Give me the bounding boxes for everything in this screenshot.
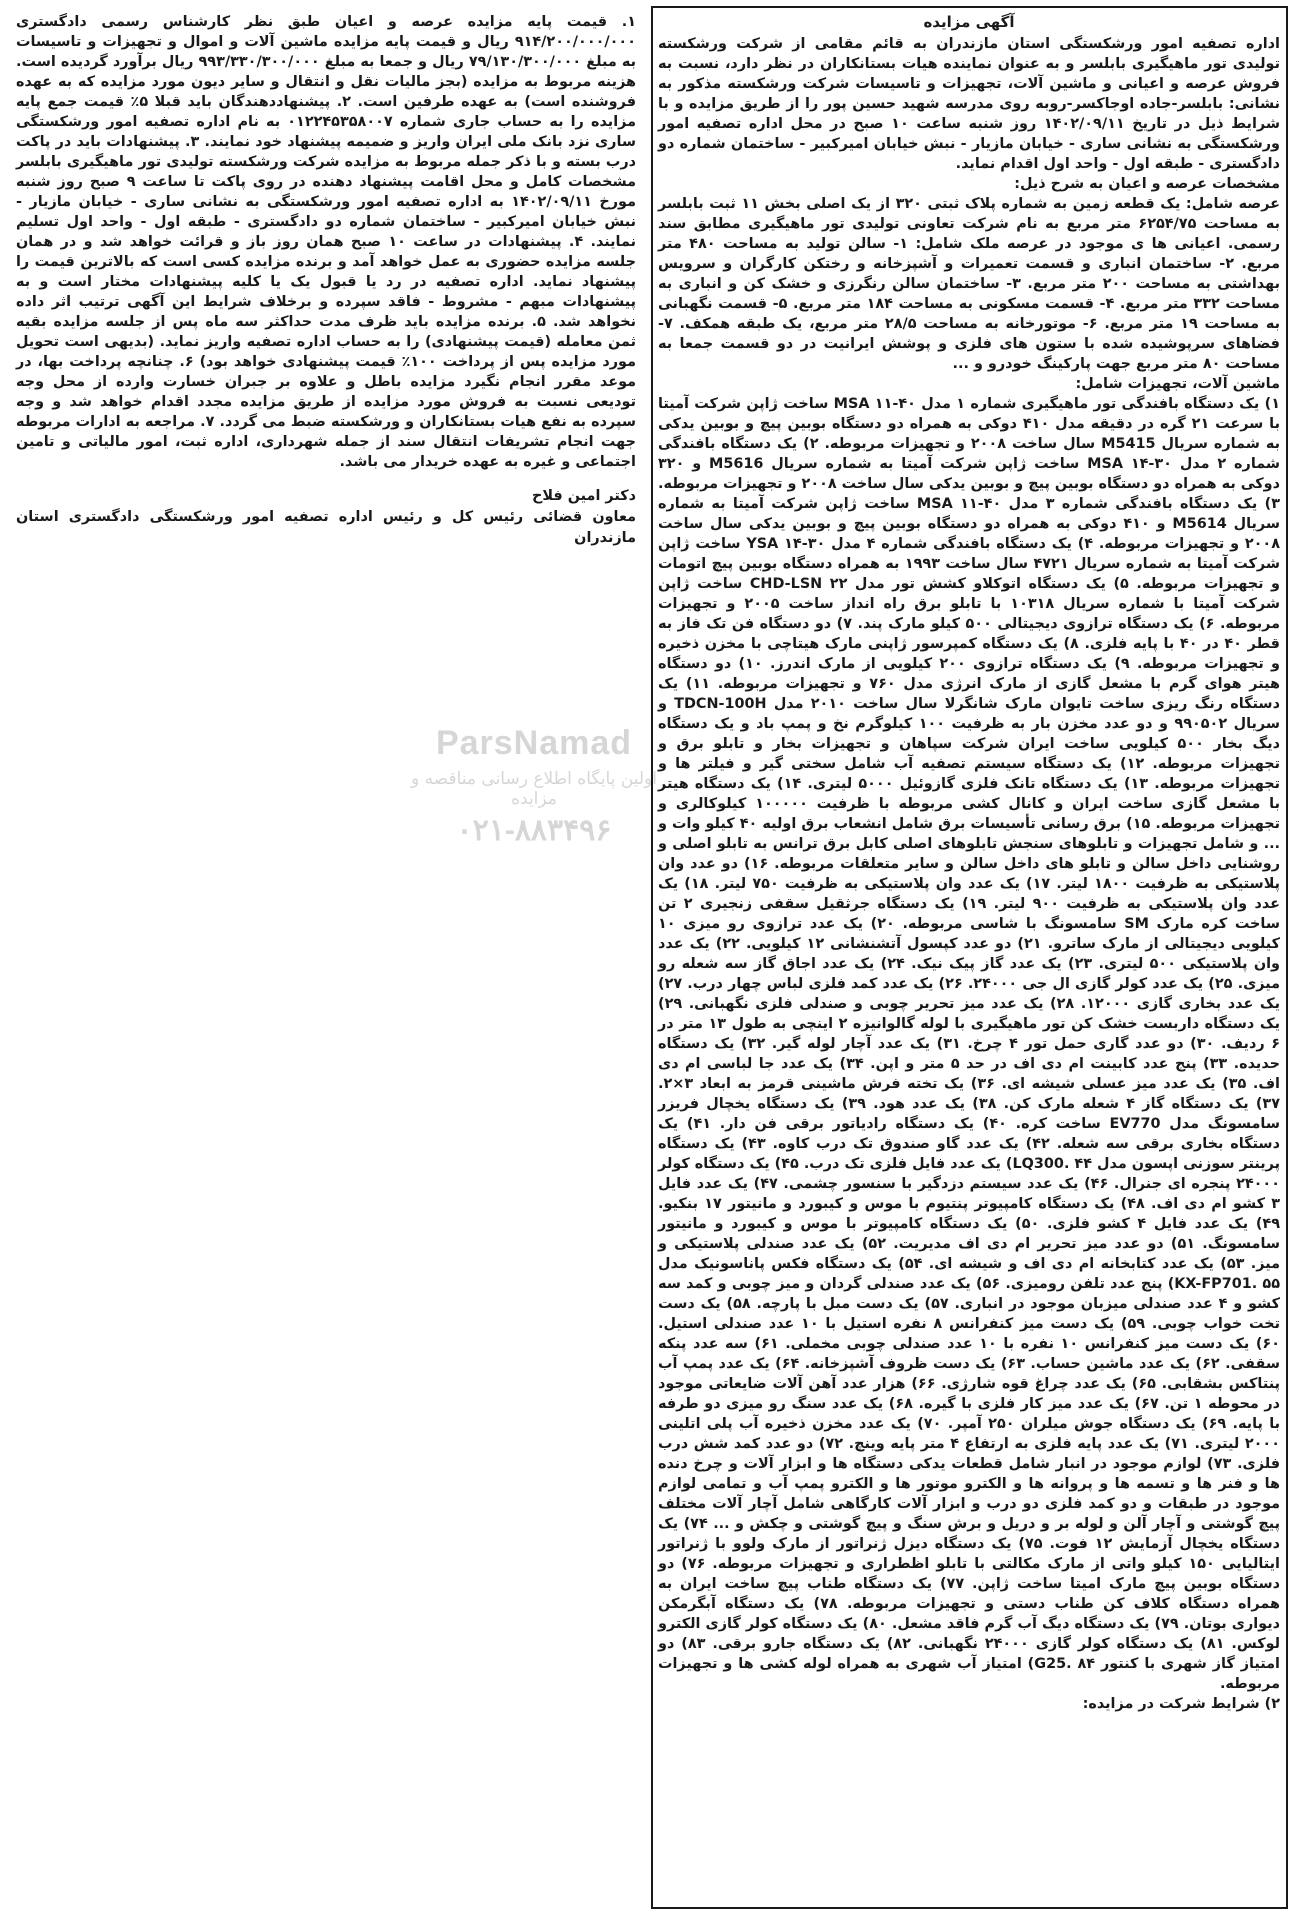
conditions-column bbox=[16, 12, 637, 546]
machinery-heading: ماشین آلات، تجهیزات شامل: bbox=[1075, 376, 1280, 392]
newspaper-page bbox=[9, 6, 1288, 1909]
watermark-logo: ParsNamad bbox=[435, 724, 633, 762]
property-heading: مشخصات عرصه و اعیان به شرح ذیل: bbox=[1014, 176, 1280, 192]
ad-intro-paragraph: اداره تصفیه امور ورشکستگی استان مازندران به قائم مقامی از شرکت ورشکسته تولیدی تور ماهیگیری بابلسر و به عنوان نماینده هیات بستانکاران در نظر دارد، نسبت به فروش عرصه و اعیانی و ماشین آلات، تجهیزات و تاسیسات شرکت ورشکسته مذکور به نشانی: بابلسر-جاده اوجاکسر-روبه روی مدرسه شهید حسین پور را از طریق مزایده و با شرایط ذیل در تاریخ ۱۴۰۲/۰۹/۱۱ روز شنبه ساعت ۱۰ صبح در محل اداره تصفیه امور ورشکستگی به نشانی ساری - خیابان مازیار - نبش خیابان امیرکبیر - ساختمان شماره دو دادگستری - طبقه اول - واحد اول اقدام نماید. bbox=[658, 36, 1280, 172]
ad-title: آگهی مزایده bbox=[923, 13, 1015, 31]
conditions-heading: ۲) شرایط شرکت در مزایده: bbox=[1082, 1696, 1280, 1712]
conditions-text: ۱. قیمت پایه مزایده عرصه و اعیان طبق نظر کارشناس رسمی دادگستری ۹۱۴/۲۰۰/۰۰۰/۰۰۰ ریال و قیمت پایه مزایده ماشین آلات و اموال و تجهیزات و تاسیسات به مبلغ ۷۹/۱۳۰/۳۰۰/۰۰۰ ریال و جمعا به مبلغ ۹۹۳/۳۳۰/۳۰۰/۰۰۰ ریال برآورد گردیده است. هزینه مربوط به مزایده (بجز مالیات نقل و انتقال و سایر دیون مورد مزایده که به عهده فروشنده است) به عهده طرفین است. ۲. پیشنهاددهندگان باید قبلا ۵٪ قیمت جمع پایه مزایده را به حساب جاری شماره ۰۱۲۲۴۵۳۵۸۰۰۷ به نام اداره تصفیه امور ورشکستگی ساری نزد بانک ملی ایران واریز و ضمیمه پیشنهاد خود نمایند. ۳. پیشنهادات باید در پاکت درب بسته و با ذکر جمله مربوط به مزایده شرکت ورشکسته تولیدی تور ماهیگیری بابلسر مشخصات کامل و محل اقامت پیشنهاد دهنده در روی پاکت تا ساعت ۹ صبح روز شنبه مورخ ۱۴۰۲/۰۹/۱۱ به اداره تصفیه امور ورشکستگی به نشانی ساری - خیابان مازیار - نبش خیابان امیرکبیر - ساختمان شماره دو دادگستری - طبقه اول - واحد اول تسلیم نمایند. ۴. پیشنهادات در ساعت ۱۰ صبح همان روز باز و قرائت خواهد شد و در همان جلسه مزایده حضوری به عمل خواهد آمد و برنده مزایده کسی است که بالاترین قیمت را پیشنهاد نماید. اداره تصفیه در رد یا قبول یک یا کلیه پیشنهادات مختار است و به پیشنهادات مبهم - مشروط - فاقد سپرده و برخلاف شرایط این آگهی ترتیب اثر داده نخواهد شد. ۵. برنده مزایده باید ظرف مدت حداکثر سه ماه پس از جلسه مزایده بقیه ثمن معامله (قیمت پیشنهادی) را به حساب اداره تصفیه واریز نماید. (بدیهی است تحویل مورد مزایده پس از پرداخت ۱۰۰٪ قیمت پیشنهادی خواهد بود) ۶. چنانچه پرداخت بها، در موعد مقرر انجام نگیرد مزایده باطل و علاوه بر جبران خسارت وارده از محل وجه تودیعی نسبت به فروش مورد مزایده از طریق مزایده مجدد اقدام خواهد شد و وجه سپرده به نفع هیات بستانکاران و ورشکسته ضبط می گردد. ۷. مراجعه به ادارات مربوطه جهت انجام تشریفات انتقال سند از جمله شهرداری، اداره ثبت، امور مالیاتی و تامین اجتماعی و غیره به عهده خریدار می باشد. bbox=[16, 14, 637, 470]
property-description: عرصه شامل: یک قطعه زمین به شماره پلاک ثبتی ۳۲۰ از یک اصلی بخش ۱۱ ثبت بابلسر به مساحت ۶۲۵۴/۷۵ متر مربع به نام شرکت تعاونی تولیدی تور ماهیگیری مطابق سند رسمی. اعیانی ها ی موجود در عرصه ملک شامل: ۱- سالن تولید به مساحت ۴۸۰ متر مربع. ۲- ساختمان انباری و قسمت تعمیرات و آشپزخانه و رختکن کارگران و سرویس بهداشتی به مساحت ۲۰۰ متر مربع. ۳- ساختمان سالن رنگرزی و خشک کن و انباری به مساحت ۳۳۲ متر مربع. ۴- قسمت مسکونی به مساحت ۱۸۴ متر مربع. ۵- قسمت نگهبانی به مساحت ۱۹ متر مربع. ۶- موتورخانه به مساحت ۲۸/۵ متر مربع، یک طبقه همکف. ۷- فضاهای سرپوشیده شده با ستون های فلزی و پوشش ایرانیت در دو قسمت جمعا به مساحت ۸۰ متر مربع جهت پارکینگ خودرو و ... bbox=[658, 196, 1281, 372]
watermark-phone: ۰۲۱-۸۸۳۴۹۶ bbox=[456, 814, 612, 847]
signatory-title: معاون قضائی رئیس کل و رئیس اداره تصفیه امور ورشکستگی دادگستری استان مازندران bbox=[16, 509, 636, 546]
watermark-subtitle: اولین پایگاه اطلاع رسانی مناقصه و مزایده bbox=[410, 769, 657, 809]
auction-ad-column bbox=[658, 12, 1280, 1902]
parsnamad-watermark bbox=[404, 724, 664, 848]
machinery-list: ۱) یک دستگاه بافندگی تور ماهیگیری شماره ۱ مدل ۴۰-۱۱ MSA ساخت ژاپن شرکت آمیتا با سرعت ۲۱ گره در دقیقه مدل ۴۱۰ دوکی به همراه دو دستگاه بوبین پیچ و بوبین یدکی به شماره سریال M5415 سال ساخت ۲۰۰۸ و تجهیزات مربوطه. ۲) یک دستگاه بافندگی شماره ۲ مدل ۳۰-۱۴ MSA ساخت ژاپن شرکت آمیتا به شماره سریال M5616 و ۳۲۰ دوکی به همراه دو دستگاه بوبین پیچ و بوبین یدکی سال ساخت ۲۰۰۸ و تجهیزات مربوطه. ۳) یک دستگاه بافندگی شماره ۳ مدل ۴۰-۱۱ MSA ساخت ژاپن شرکت آمیتا به شماره سریال M5614 و ۴۱۰ دوکی به همراه دو دستگاه بوبین پیچ و بوبین یدکی سال ساخت ۲۰۰۸ و تجهیزات مربوطه. ۴) یک دستگاه بافندگی شماره ۴ مدل ۳۰-۱۴ YSA ساخت ژاپن شرکت آمیتا به شماره سریال ۴۷۲۱ سال ساخت ۱۹۹۳ به همراه دستگاه بوبین پیچ اتومات و تجهیزات مربوطه. ۵) یک دستگاه اتوکلاو کشش تور مدل CHD-LSN ۲۲ ساخت ژاپن شرکت آمیتا با شماره سریال ۱۰۳۱۸ با تابلو برق راه انداز ساخت ۲۰۰۵ و تجهیزات مربوطه. ۶) یک دستگاه ترازوی دیجیتالی ۵۰۰ کیلو مارک پند. ۷) دو دستگاه فن تک فاز به قطر ۴۰ در ۴۰ با پایه فلزی. ۸) یک دستگاه کمپرسور ژاپنی مارک هیتاچی با مخزن ذخیره و تجهیزات مربوطه. ۹) یک دستگاه ترازوی ۲۰۰ کیلویی از مارک اندرز. ۱۰) دو دستگاه هیتر هوای گرم با مشعل گازی از مارک انرژی مدل ۷۶۰ و تجهیزات مربوطه. ۱۱) یک دستگاه رنگ ریزی ساخت تایوان مارک شانگرلا سال ساخت ۲۰۱۰ مدل TDCN-100H و سریال ۹۹۰۵۰۲ و دو عدد مخزن بار به ظرفیت ۱۰۰ کیلوگرم نخ و پمپ باد و یک دستگاه دیگ بخار ۵۰۰ کیلویی ساخت ایران شرکت سپاهان و تجهیزات بخار و تابلو برق و تجهیزات مربوطه. ۱۲) یک دستگاه سیستم تصفیه آب شامل سختی گیر و فیلتر ها و تجهیزات مربوطه. ۱۳) یک دستگاه تانک فلزی گازوئیل ۵۰۰۰ لیتری. ۱۴) یک دستگاه هیتر با مشعل گازی ساخت ایران و کانال کشی مربوطه با ظرفیت ۱۰۰۰۰۰ کیلوکالری و تجهیزات مربوطه. ۱۵) برق رسانی تأسیسات برق شامل انشعاب برق اولیه ۴۰ کیلو وات و ... و شامل تجهیزات و تابلوهای سنجش تابلوهای اصلی کابل برق ترانس به تابلو اصلی و روشنایی داخل سالن و تابلو های داخل سالن و سایر متعلقات مربوطه. ۱۶) دو عدد وان پلاستیکی به ظرفیت ۱۸۰۰ لیتر. ۱۷) یک عدد وان پلاستیکی به ظرفیت ۷۵۰ لیتر. ۱۸) یک عدد وان پلاستیکی به ظرفیت ۹۰۰ لیتر. ۱۹) یک دستگاه جرثقیل سقفی زنجیری ۲ تن ساخت کره مارک SM سامسونگ با شاسی مربوطه. ۲۰) یک عدد ترازوی رو میزی ۱۰ کیلویی دیجیتالی از مارک ساترو. ۲۱) دو عدد کپسول آتشنشانی ۱۲ کیلویی. ۲۲) یک عدد وان پلاستیکی ۵۰۰ لیتری. ۲۳) یک عدد گاز پیک نیک. ۲۴) یک عدد اجاق گاز سه شعله رو میزی. ۲۵) یک عدد کولر گازی ال جی ۲۴۰۰۰. ۲۶) یک عدد کمد فلزی لباس چهار درب. ۲۷) یک عدد بخاری گازی ۱۲۰۰۰. ۲۸) یک عدد میز تحریر چوبی و صندلی فلزی نگهبانی. ۲۹) یک دستگاه داربست خشک کن تور ماهیگیری با لوله گالوانیزه ۲ اینچی به طول ۱۳ متر در ۶ ردیف. ۳۰) دو عدد گاری حمل تور ۴ چرخ. ۳۱) یک عدد آچار لوله گیر. ۳۲) یک دستگاه حدیده. ۳۳) پنج عدد کابینت ام دی اف در حد ۵ متر و اپن. ۳۴) یک عدد جا لباسی ام دی اف. ۳۵) یک عدد میز عسلی شیشه ای. ۳۶) یک تخته فرش ماشینی قرمز به ابعاد ۳×۲. ۳۷) یک دستگاه گاز ۴ شعله مارک کن. ۳۸) یک عدد هود. ۳۹) یک دستگاه یخچال فریزر سامسونگ مدل EV770 ساخت کره. ۴۰) یک دستگاه رادیاتور برقی فن دار. ۴۱) یک دستگاه بخاری برقی سه شعله. ۴۲) یک عدد گاو صندوق تک درب کاوه. ۴۳) یک دستگاه پرینتر سوزنی اپسون مدل LQ300. ۴۴) یک عدد فایل فلزی تک درب. ۴۵) یک دستگاه کولر ۲۴۰۰۰ پنجره ای جنرال. ۴۶) یک عدد سیستم دزدگیر با سنسور چشمی. ۴۷) یک عدد فایل ۳ کشو ام دی اف. ۴۸) یک دستگاه کامپیوتر پنتیوم با موس و کیبورد و مانیتور ۱۷ بنکیو. ۴۹) یک عدد فایل ۴ کشو فلزی. ۵۰) یک دستگاه کامپیوتر با موس و کیبورد و مانیتور سامسونگ. ۵۱) دو عدد میز تحریر ام دی اف مدیریت. ۵۲) یک عدد صندلی پلاستیکی و میز. ۵۳) یک عدد کتابخانه ام دی اف و شیشه ای. ۵۴) یک دستگاه فکس پاناسونیک مدل KX-FP701. ۵۵) پنج عدد تلفن رومیزی. ۵۶) یک عدد صندلی گردان و میز چوبی و کمد سه کشو و ۴ عدد صندلی میزبان موجود در انباری. ۵۷) یک دست مبل با پارچه. ۵۸) یک دست تخت خواب چوبی. ۵۹) یک دست میز کنفرانس ۸ نفره استیل با ۱۰ عدد صندلی استیل. ۶۰) یک دست میز کنفرانس ۱۰ نفره با ۱۰ عدد صندلی چوبی مخملی. ۶۱) سه عدد پنکه سقفی. ۶۲) یک عدد ماشین حساب. ۶۳) یک دست ظروف آشپزخانه. ۶۴) یک عدد پمپ آب پنتاکس بشقابی. ۶۵) یک عدد چراغ قوه شارژی. ۶۶) هزار عدد آهن آلات ضایعاتی موجود در محوطه ۱ تن. ۶۷) یک عدد میز کار فلزی با گیره. ۶۸) یک عدد سنگ رو میزی دو طرفه با پایه. ۶۹) یک دستگاه جوش میلران ۲۵۰ آمپر. ۷۰) یک عدد مخزن ذخیره آب پلی اتلینی ۲۰۰۰ لیتری. ۷۱) یک عدد پایه فلزی به ارتفاع ۴ متر پایه وینچ. ۷۲) دو عدد کمد شش درب فلزی. ۷۳) لوازم موجود در انبار شامل قطعات یدکی دستگاه ها و ابزار آلات و چرخ دنده ها و فنر ها و تسمه ها و پروانه ها و الکترو موتور ها و الکترو پمپ آب و تمامی لوازم موجود در طبقات و دو کمد فلزی دو درب و ابزار آلات کارگاهی شامل آچار آلات مختلف پیچ گوشتی و آچار آلن و لوله بر و دریل و برش سنگ و پیچ گوشتی و چکش و ... ۷۴) یک دستگاه یخچال آزمایش ۱۲ فوت. ۷۵) یک دستگاه دیزل ژنراتور از مارک ولوو با ژنراتور ایتالیایی ۱۵۰ کیلو واتی از مارک مکالتی با تابلو اظطراری و تجهیزات مربوطه. ۷۶) دو دستگاه بوبین پیچ مارک امیتا ساخت ژاپن. ۷۷) یک دستگاه طناب پیچ ساخت ایران به همراه دستگاه کلاف کن طناب دستی و تجهیزات مربوطه. ۷۸) یک دستگاه آبگرمکن دیواری بوتان. ۷۹) یک دستگاه دیگ آب گرم فاقد مشعل. ۸۰) یک دستگاه کولر گازی الکترو لوکس. ۸۱) یک دستگاه کولر گازی ۲۴۰۰۰ نگهبانی. ۸۲) یک دستگاه جارو برقی. ۸۳) دو امتیاز گاز شهری با کنتور G25. ۸۴) امتیاز آب شهری به همراه لوله کشی ها و تجهیزات مربوطه. bbox=[658, 396, 1281, 1692]
signature-block bbox=[16, 486, 636, 549]
signatory-name: دکتر امین فلاح bbox=[532, 488, 636, 504]
